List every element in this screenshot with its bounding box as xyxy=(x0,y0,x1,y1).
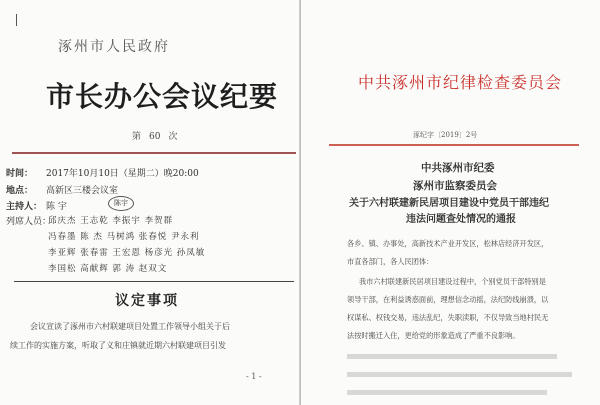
attendees-label-text: 列席人员： xyxy=(6,217,52,227)
faded-text-line xyxy=(347,390,547,395)
attendees-line: 邱庆杰 王志乾 李振宇 李贺群 xyxy=(48,216,174,226)
attendees-label xyxy=(6,214,51,227)
issue-number: 60 xyxy=(149,132,161,142)
faded-text-line xyxy=(347,372,572,377)
document-title: 市长办公会议纪要 xyxy=(46,80,279,113)
issue-prefix: 第 xyxy=(132,132,142,142)
notice-body-line: 市直各部门，各人民团体： xyxy=(347,257,434,266)
issue-line xyxy=(132,129,177,142)
body-line: 会议宣读了涿州市六村联建项目处置工作领导小组关于后 xyxy=(30,322,230,331)
place-label: 地点： xyxy=(6,186,34,196)
attendees-line: 李亚辉 张春雷 王宏恩 杨彦光 孙凤敏 xyxy=(48,248,206,258)
notice-title-line: 关于六村联建新民居项目建设中党员干部违纪 xyxy=(349,198,549,209)
notice-body-line: 领导干部，在利益诱惑面前，理想信念动摇，法纪防线崩溃，以 xyxy=(347,295,549,304)
notice-body-line: 权谋私、权钱交易，违法乱纪，失职渎职，不仅导致当地村民无 xyxy=(347,313,549,322)
time-label: 时间： xyxy=(6,169,34,179)
notice-body-line: 我市六村联建新民居项目建设过程中，个别党员干部特别是 xyxy=(359,277,546,286)
government-name: 涿州市人民政府 xyxy=(58,39,170,55)
body-line: 续工作的实施方案，听取了义和庄镇就近期六村联建项目引发 xyxy=(10,341,226,350)
section-divider xyxy=(14,281,294,282)
notice-title-line: 违法问题查处情况的通报 xyxy=(406,214,516,225)
time-value: 2017年10月10日（星期二）晚20:00 xyxy=(46,169,199,179)
handwritten-signature: 陈宇 xyxy=(108,196,134,211)
notice-title-line: 中共涿州市纪委 xyxy=(421,162,495,174)
header-rule xyxy=(12,152,296,154)
meeting-host xyxy=(6,199,67,212)
place-value: 高新区三楼会议室 xyxy=(46,186,119,196)
notice-body-line: 各乡、镇、办事处，高新技术产业开发区，松林店经济开发区， xyxy=(347,239,549,248)
notice-body-line: 法按时搬迁入住，更给党的形象造成了严重不良影响。 xyxy=(347,331,520,340)
meeting-time xyxy=(6,166,199,179)
notice-title-line: 涿州市监察委员会 xyxy=(413,180,497,192)
attendees-line: 李国松 高献辉 郭 涛 赵双文 xyxy=(48,264,168,274)
faded-text-line xyxy=(347,354,557,359)
host-label: 主持人： xyxy=(6,202,43,212)
red-header-rule xyxy=(329,144,579,146)
disciplinary-notice-page xyxy=(301,0,600,405)
section-heading: 议定事项 xyxy=(115,293,179,309)
organization-header: 中共涿州市纪律检查委员会 xyxy=(358,73,563,92)
page-number: - 1 - xyxy=(246,372,262,381)
attendees-line: 冯春墨 陈 杰 马树鸿 张春悦 尹永利 xyxy=(48,232,200,242)
meeting-place xyxy=(6,183,118,196)
issue-suffix: 次 xyxy=(168,132,178,142)
document-number: 涿纪字〔2019〕2号 xyxy=(413,131,478,139)
pen-mark xyxy=(16,14,17,26)
host-value: 陈 宇 xyxy=(46,202,67,212)
